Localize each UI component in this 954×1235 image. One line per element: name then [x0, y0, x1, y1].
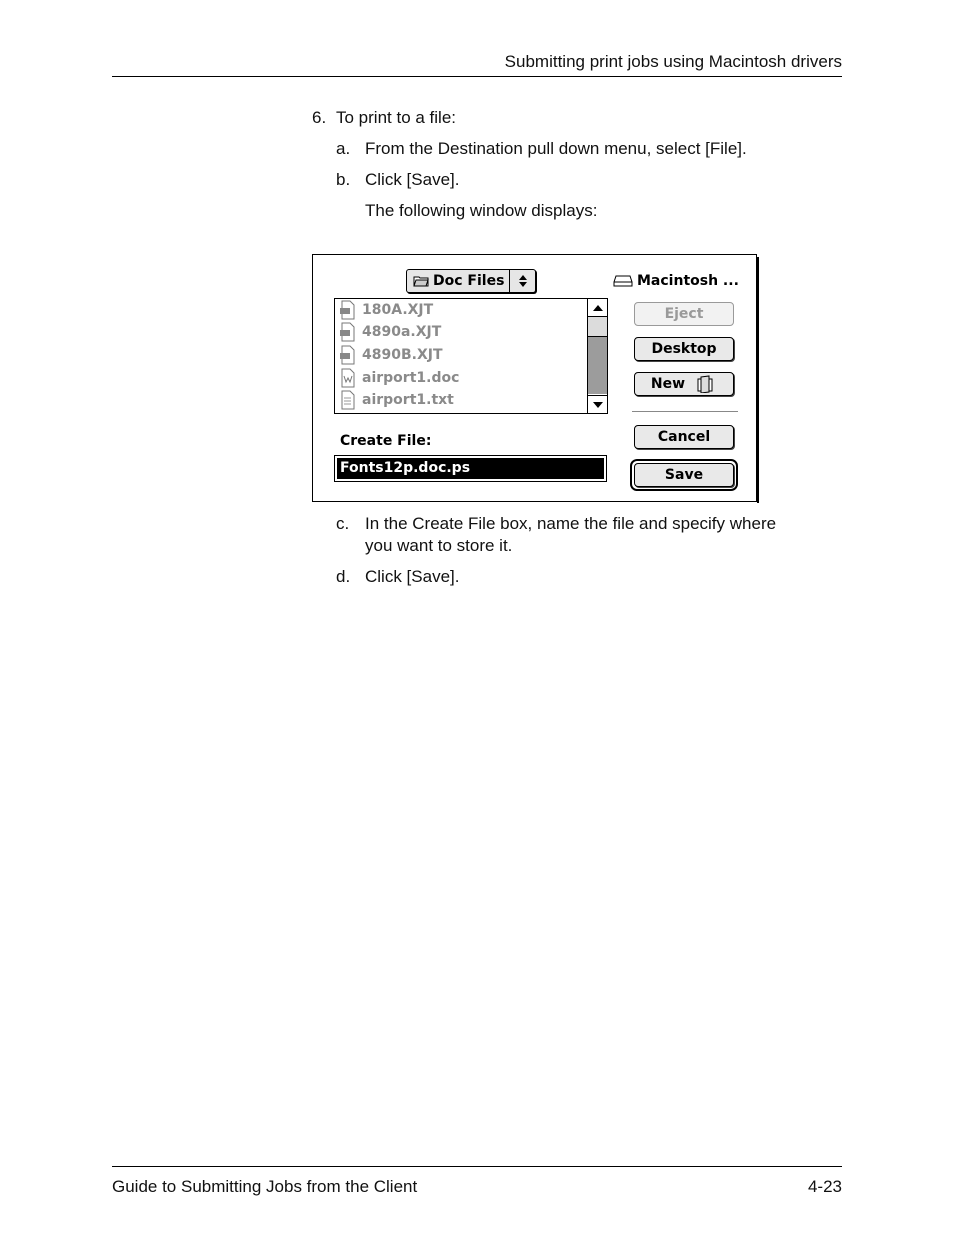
- list-item[interactable]: [338, 367, 459, 389]
- step-text: To print to a file:: [336, 108, 457, 127]
- new-folder-icon: [695, 375, 717, 393]
- vertical-scrollbar[interactable]: [587, 299, 607, 413]
- eject-button-label: Eject: [664, 306, 704, 322]
- document-icon: [338, 322, 358, 342]
- step-text: Click [Save].: [365, 567, 460, 586]
- new-folder-button[interactable]: [634, 372, 734, 396]
- updown-arrows-icon: [509, 270, 535, 292]
- file-name: 180A.XJT: [362, 302, 434, 318]
- scroll-track[interactable]: [588, 337, 607, 394]
- step-letter: c.: [336, 514, 350, 533]
- file-name: airport1.txt: [362, 392, 454, 408]
- save-button[interactable]: [634, 463, 734, 487]
- folder-icon: [413, 275, 429, 287]
- file-list[interactable]: [334, 298, 608, 414]
- new-button-label: New: [650, 376, 686, 392]
- list-item[interactable]: [338, 321, 441, 343]
- step-text: From the Destination pull down menu, select [File].: [365, 139, 747, 158]
- desktop-button[interactable]: [634, 337, 734, 361]
- document-icon: [338, 300, 358, 320]
- cancel-button[interactable]: [634, 425, 734, 449]
- step-number: 6.: [312, 108, 327, 127]
- step-letter: b.: [336, 170, 351, 189]
- hard-disk-icon: [613, 275, 633, 287]
- step-letter: a.: [336, 139, 351, 158]
- scroll-down-arrow-icon[interactable]: [588, 395, 607, 413]
- following-text: The following window displays:: [365, 201, 598, 220]
- cancel-button-label: Cancel: [657, 429, 711, 445]
- file-name: 4890a.XJT: [362, 324, 442, 340]
- step-letter: d.: [336, 567, 351, 586]
- footer-title: Guide to Submitting Jobs from the Client: [112, 1177, 418, 1196]
- folder-popup-menu[interactable]: [406, 269, 536, 293]
- eject-button[interactable]: [634, 302, 734, 326]
- step-text: Click [Save].: [365, 170, 460, 189]
- disk-name: Macintosh ...: [637, 273, 739, 289]
- create-file-label: Create File:: [340, 433, 432, 449]
- word-document-icon: [338, 368, 358, 388]
- step-text-line2: you want to store it.: [365, 536, 513, 555]
- step-text-line1: In the Create File box, name the file and specify where: [365, 514, 777, 533]
- list-item[interactable]: [338, 389, 454, 411]
- create-file-input[interactable]: [334, 455, 607, 482]
- text-file-icon: [338, 390, 358, 410]
- list-item[interactable]: [338, 344, 443, 366]
- list-item[interactable]: [338, 299, 433, 321]
- header-rule: [112, 76, 842, 77]
- file-name: 4890B.XJT: [362, 347, 443, 363]
- file-name: airport1.doc: [362, 370, 460, 386]
- create-file-value: Fonts12p.doc.ps: [337, 458, 604, 479]
- folder-popup-label: Doc Files: [433, 273, 505, 289]
- save-button-label: Save: [664, 467, 704, 483]
- button-divider: [632, 411, 738, 412]
- desktop-button-label: Desktop: [651, 341, 717, 357]
- scroll-thumb[interactable]: [588, 317, 607, 337]
- save-file-dialog: [312, 254, 757, 502]
- page-number: 4-23: [807, 1177, 842, 1196]
- footer-rule: [112, 1166, 842, 1167]
- scroll-up-arrow-icon[interactable]: [588, 299, 607, 317]
- document-icon: [338, 345, 358, 365]
- running-header: Submitting print jobs using Macintosh drivers: [504, 52, 842, 71]
- disk-label: [613, 273, 739, 289]
